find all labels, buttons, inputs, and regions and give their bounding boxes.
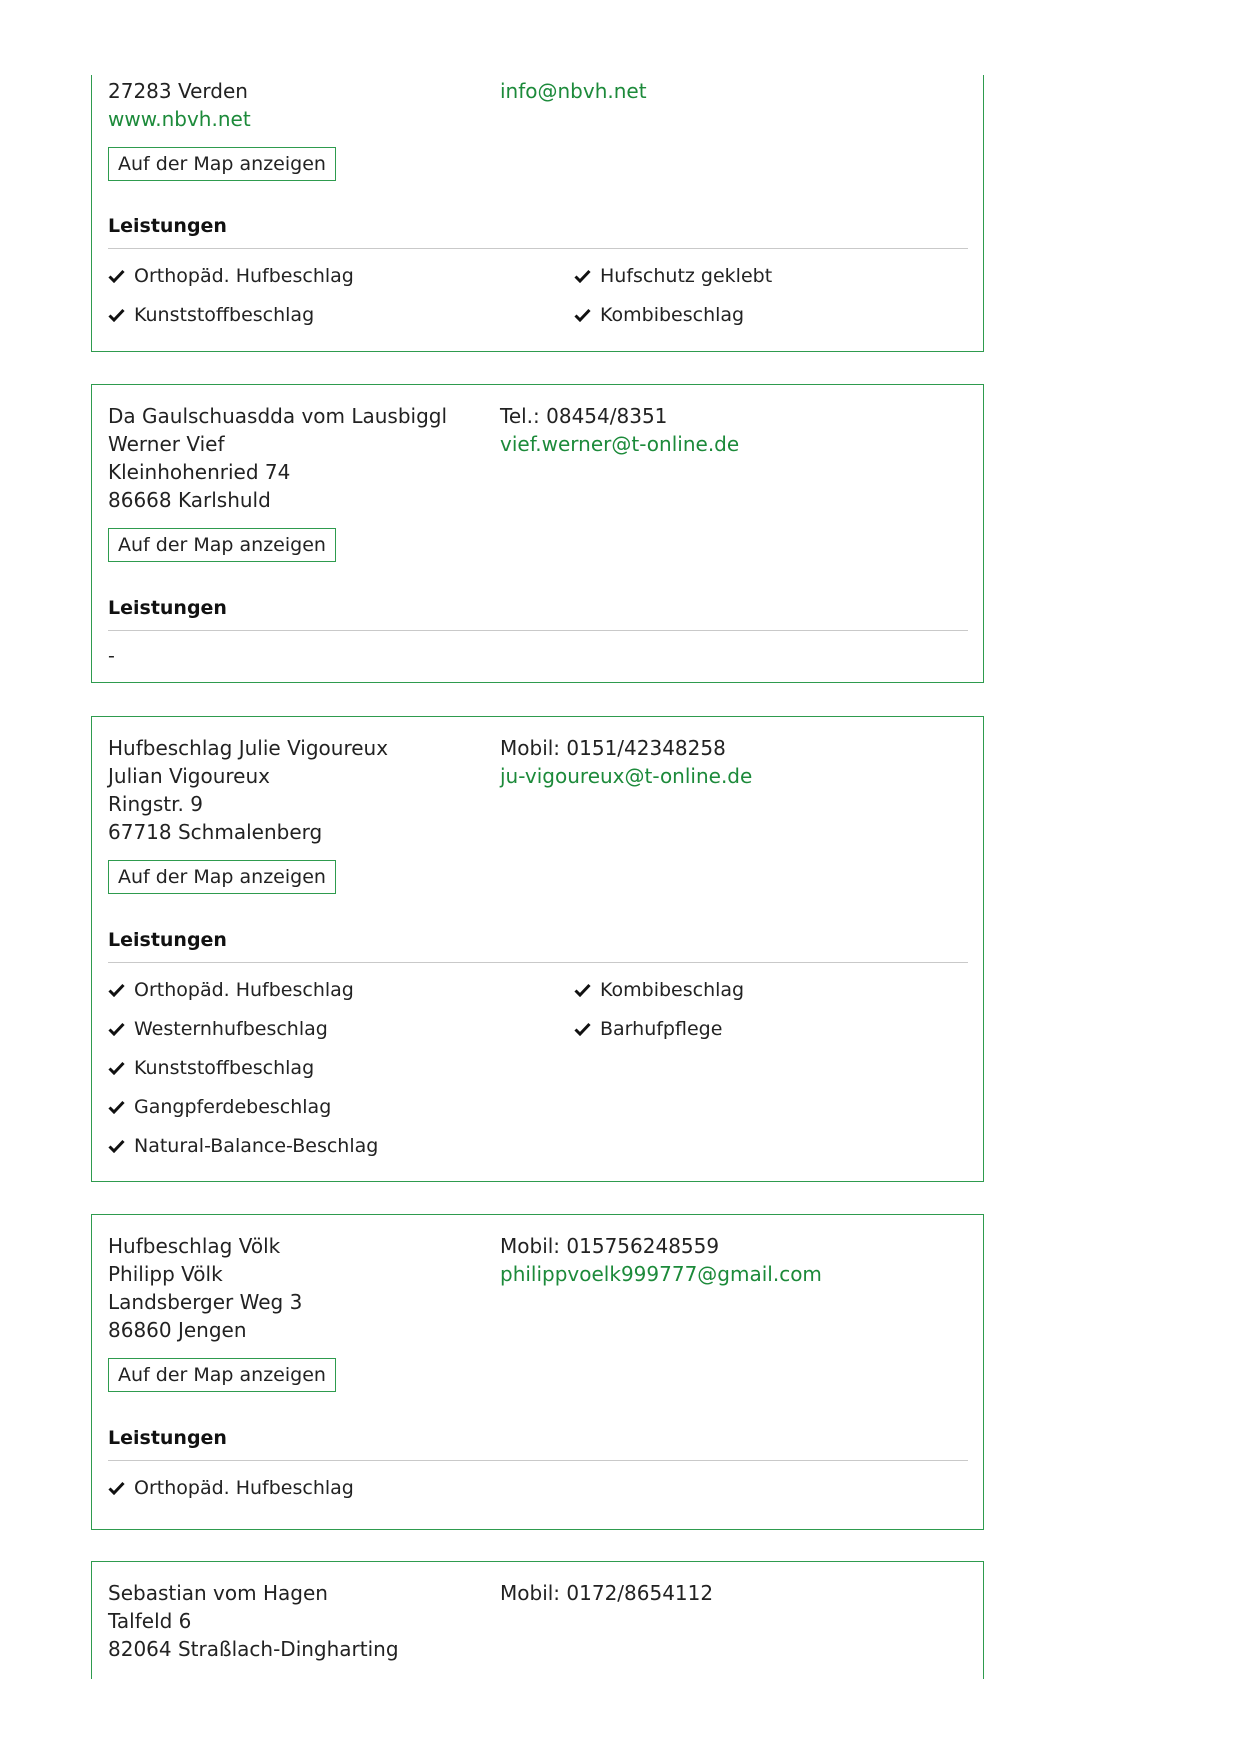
business-name: Hufbeschlag Julie Vigoureux xyxy=(108,736,389,760)
farrier-card-4 xyxy=(91,1214,984,1530)
service-item: Orthopäd. Hufbeschlag xyxy=(108,262,354,301)
contact-block xyxy=(500,77,960,105)
address-block xyxy=(108,734,488,846)
service-item: Natural-Balance-Beschlag xyxy=(108,1132,378,1171)
phone: Mobil: 0172/8654112 xyxy=(500,1581,714,1605)
check-icon xyxy=(574,976,592,1004)
service-item: Kombibeschlag xyxy=(574,976,744,1015)
farrier-card-1 xyxy=(91,75,984,352)
check-icon xyxy=(574,301,592,329)
postal-city: 86668 Karlshuld xyxy=(108,488,271,512)
divider xyxy=(108,248,968,249)
phone: Tel.: 08454/8351 xyxy=(500,404,668,428)
service-item: Kunststoffbeschlag xyxy=(108,1054,378,1093)
check-icon xyxy=(108,1054,126,1082)
contact-block xyxy=(500,1579,960,1607)
check-icon xyxy=(108,262,126,290)
person-name: Werner Vief xyxy=(108,432,225,456)
street: Talfeld 6 xyxy=(108,1609,192,1633)
contact-block xyxy=(500,1232,960,1288)
divider xyxy=(108,962,968,963)
contact-block xyxy=(500,734,960,790)
divider xyxy=(108,630,968,631)
business-name: Da Gaulschuasdda vom Lausbiggl xyxy=(108,404,448,428)
services-heading: Leistungen xyxy=(108,929,227,951)
service-item: Kunststoffbeschlag xyxy=(108,301,354,340)
farrier-card-5 xyxy=(91,1561,984,1679)
service-item: Orthopäd. Hufbeschlag xyxy=(108,976,378,1015)
check-icon xyxy=(108,976,126,1004)
service-item: Westernhufbeschlag xyxy=(108,1015,378,1054)
street: Landsberger Weg 3 xyxy=(108,1290,303,1314)
person-name: Julian Vigoureux xyxy=(108,764,270,788)
services-heading: Leistungen xyxy=(108,597,227,619)
divider xyxy=(108,1460,968,1461)
website-link[interactable]: www.nbvh.net xyxy=(108,107,251,131)
service-item: Hufschutz geklebt xyxy=(574,262,772,301)
email-link[interactable]: philippvoelk999777@gmail.com xyxy=(500,1262,822,1286)
postal-city: 67718 Schmalenberg xyxy=(108,820,323,844)
phone: Mobil: 015756248559 xyxy=(500,1234,720,1258)
check-icon xyxy=(108,1093,126,1121)
farrier-card-3 xyxy=(91,716,984,1182)
business-name: Hufbeschlag Völk xyxy=(108,1234,281,1258)
email-link[interactable]: info@nbvh.net xyxy=(500,79,647,103)
check-icon xyxy=(108,1474,126,1502)
address-block xyxy=(108,1579,488,1663)
check-icon xyxy=(574,1015,592,1043)
phone: Mobil: 0151/42348258 xyxy=(500,736,726,760)
person-name: Sebastian vom Hagen xyxy=(108,1581,328,1605)
service-item: Orthopäd. Hufbeschlag xyxy=(108,1474,354,1513)
check-icon xyxy=(108,301,126,329)
services-heading: Leistungen xyxy=(108,215,227,237)
address-city: 27283 Verden xyxy=(108,79,248,103)
address-block xyxy=(108,1232,488,1344)
address-block xyxy=(108,402,488,514)
farrier-card-2 xyxy=(91,384,984,683)
contact-block xyxy=(500,402,960,458)
email-link[interactable]: ju-vigoureux@t-online.de xyxy=(500,764,753,788)
address-block xyxy=(108,77,488,133)
check-icon xyxy=(108,1132,126,1160)
person-name: Philipp Völk xyxy=(108,1262,223,1286)
check-icon xyxy=(108,1015,126,1043)
service-item: Kombibeschlag xyxy=(574,301,772,340)
services-heading: Leistungen xyxy=(108,1427,227,1449)
service-item: Barhufpflege xyxy=(574,1015,744,1054)
show-on-map-button[interactable]: Auf der Map anzeigen xyxy=(108,147,336,181)
show-on-map-button[interactable]: Auf der Map anzeigen xyxy=(108,528,336,562)
check-icon xyxy=(574,262,592,290)
postal-city: 82064 Straßlach-Dingharting xyxy=(108,1637,399,1661)
no-services: - xyxy=(108,645,115,667)
postal-city: 86860 Jengen xyxy=(108,1318,247,1342)
street: Ringstr. 9 xyxy=(108,792,203,816)
email-link[interactable]: vief.werner@t-online.de xyxy=(500,432,740,456)
service-item: Gangpferdebeschlag xyxy=(108,1093,378,1132)
show-on-map-button[interactable]: Auf der Map anzeigen xyxy=(108,1358,336,1392)
street: Kleinhohenried 74 xyxy=(108,460,291,484)
show-on-map-button[interactable]: Auf der Map anzeigen xyxy=(108,860,336,894)
